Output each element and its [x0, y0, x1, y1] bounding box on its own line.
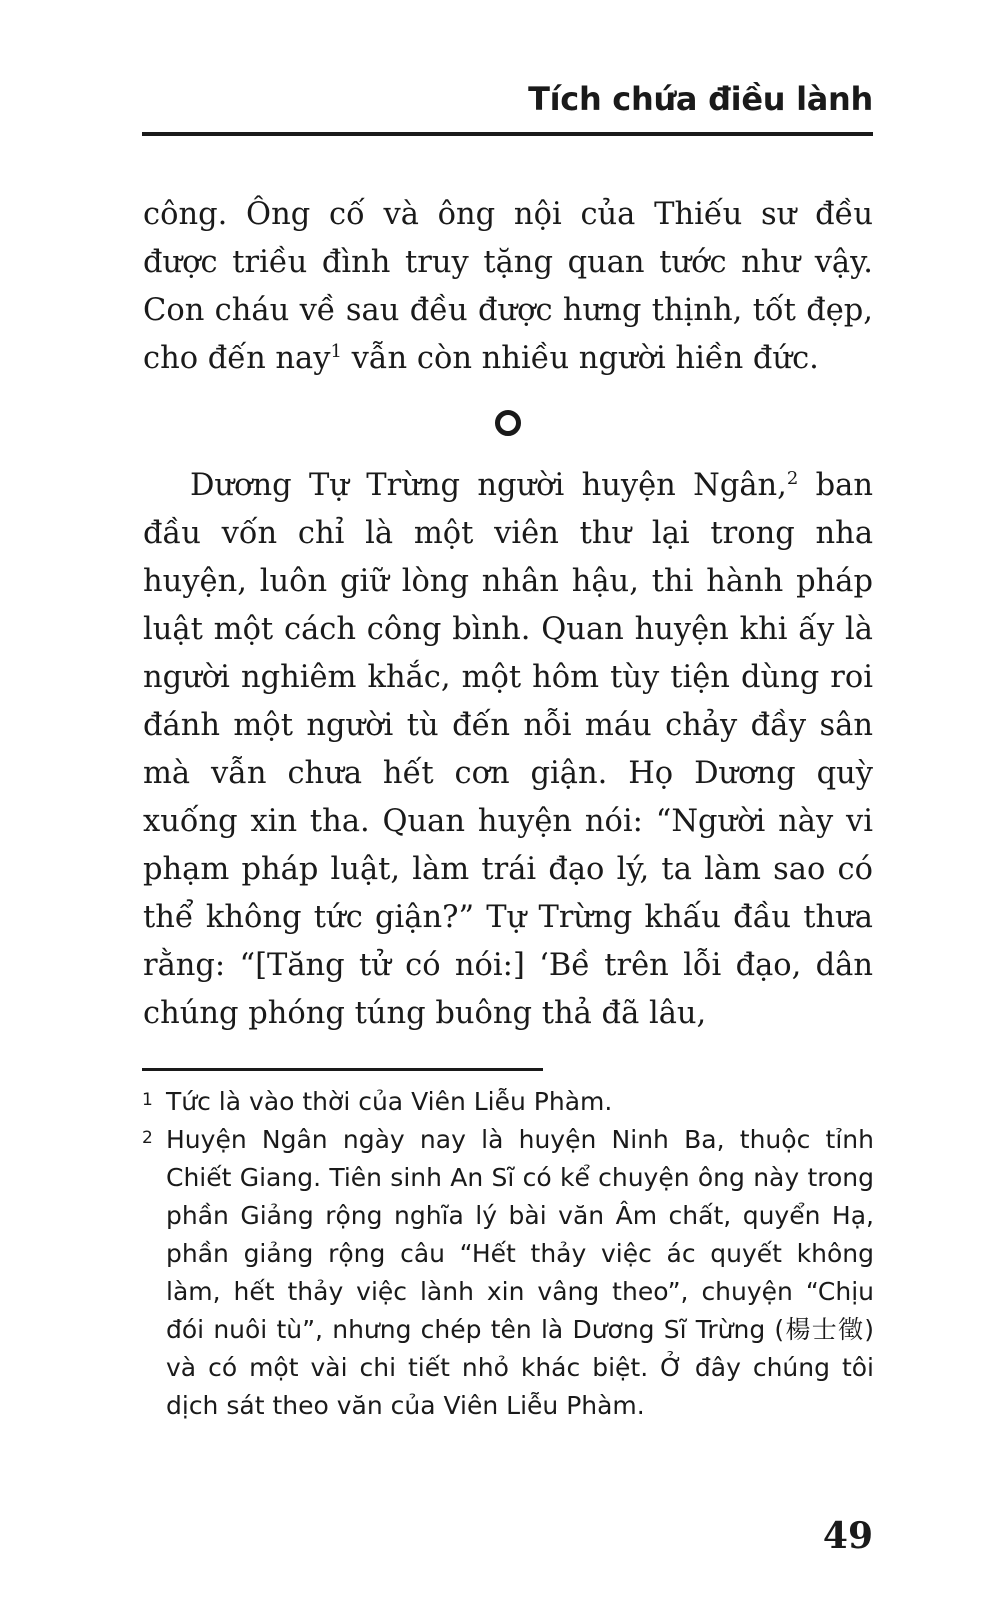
footnote-2 — [142, 1121, 874, 1425]
header-rule — [142, 132, 873, 136]
footnote-2-mark: 2 — [142, 1128, 153, 1148]
paragraph-2-text-a: Dương Tự Trừng người huyện Ngân, — [190, 468, 787, 503]
footnote-rule — [142, 1068, 543, 1071]
paragraph-1-text-b: vẫn còn nhiều người hiền đức. — [341, 341, 819, 376]
paragraph-1-text-a: công. Ông cố và ông nội của Thiếu sư đều được triều đình truy tặng quan tước như vậy. Con cháu về sau đều được hưng thịnh, tốt đẹp, cho đến nay — [143, 197, 873, 376]
footnote-1 — [142, 1083, 874, 1121]
footnote-1-mark: 1 — [142, 1090, 153, 1110]
running-header-title: Tích chứa điều lành — [528, 80, 873, 118]
paragraph-2-text-b: ban đầu vốn chỉ là một viên thư lại trong nha huyện, luôn giữ lòng nhân hậu, thi hành pháp luật một cách công bình. Quan huyện khi ấy là người nghiêm khắc, một hôm tùy tiện dùng roi đánh một người tù đến nỗi máu chảy đầy sân mà vẫn chưa hết cơn giận. Họ Dương quỳ xuống xin tha. Quan huyện nói: “Người này vi phạm pháp luật, làm trái đạo lý, ta làm sao có thể không tức giận?” Tự Trừng khấu đầu thưa rằng: “[Tăng tử có nói:] ‘Bề trên lỗi đạo, dân chúng phóng túng buông thả đã lâu, — [143, 468, 873, 1031]
footnote-ref-2: 2 — [786, 468, 799, 489]
footnote-2-text: Huyện Ngân ngày nay là huyện Ninh Ba, thuộc tỉnh Chiết Giang. Tiên sinh An Sĩ có kể chuyện ông này trong phần Giảng rộng nghĩa lý bài văn Âm chất, quyển Hạ, phần giảng rộng câu “Hết thảy việc ác quyết không làm, hết thảy việc lành xin vâng theo”, chuyện “Chịu đói nuôi tù”, nhưng chép tên là Dương Sĩ Trừng (楊士徵) và có một vài chi tiết nhỏ khác biệt. Ở đây chúng tôi dịch sát theo văn của Viên Liễu Phàm. — [166, 1125, 874, 1420]
paragraph-1 — [143, 191, 873, 383]
footnotes — [142, 1083, 874, 1425]
page-number: 49 — [822, 1515, 873, 1557]
footnote-ref-1: 1 — [330, 341, 342, 362]
paragraph-2 — [143, 462, 873, 1038]
ring-icon — [495, 410, 521, 436]
footnote-1-text: Tức là vào thời của Viên Liễu Phàm. — [166, 1087, 613, 1116]
